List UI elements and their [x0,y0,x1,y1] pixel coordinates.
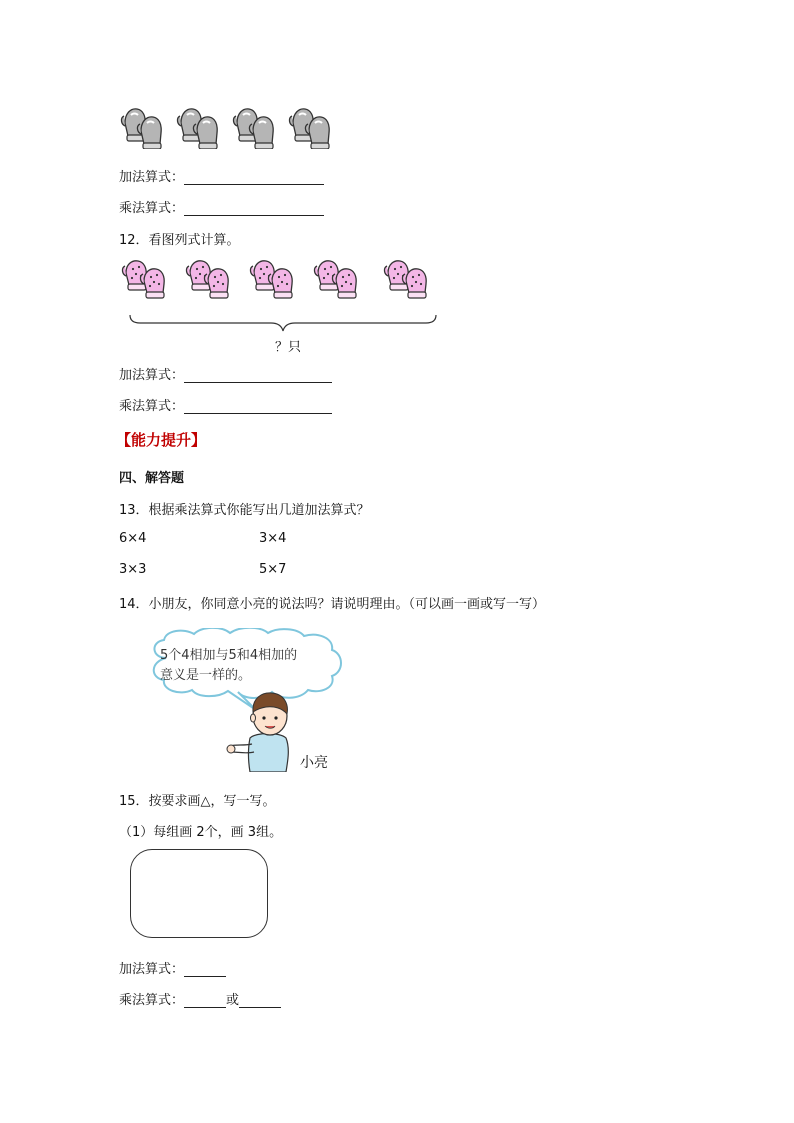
section-subheading: 四、解答题 [119,471,185,486]
q15-add-answer-blank[interactable] [184,962,226,977]
q12-mul-label: 乘法算式： [119,399,185,414]
q13-expr: 3×4 [259,531,287,546]
q11-mul-label: 乘法算式： [119,201,185,216]
q15-mul-label: 乘法算式： [119,993,185,1008]
drawing-box[interactable] [130,849,268,938]
q11-mul-answer-blank[interactable] [184,201,324,216]
q15-title: 15．按要求画△，写一写。 [119,794,276,809]
boy-name-label: 小亮 [300,755,328,771]
q15-mul-row [119,989,281,1008]
q13-expr: 6×4 [119,531,147,546]
q11-add-answer-blank[interactable] [184,170,324,185]
q15-sub1: （1）每组画 2个，画 3组。 [119,825,283,840]
q13-title: 13．根据乘法算式你能写出几道加法算式？ [119,503,370,518]
q14-title: 14．小朋友，你同意小亮的说法吗？请说明理由。（可以画一画或写一写） [119,597,546,612]
section-heading: 【能力提升】 [116,431,207,449]
q12-mul-answer-blank[interactable] [184,399,332,414]
q13-expr: 3×3 [119,562,147,577]
q13-expr: 5×7 [259,562,287,577]
q11-mul-row [119,197,324,216]
pink-gloves-image [120,255,440,301]
q12-add-answer-blank[interactable] [184,368,332,383]
q12-mul-row [119,395,332,414]
bubble-text-line1: 5个4相加与5和4相加的 [160,648,298,663]
q15-mul-answer-blank-1[interactable] [184,993,226,1008]
q15-mul-answer-blank-2[interactable] [239,993,281,1008]
q11-add-label: 加法算式： [119,170,185,185]
q11-add-row [119,166,324,185]
q12-title: 12．看图列式计算。 [119,233,240,248]
brace-label: ？只 [275,340,302,355]
or-text: 或 [226,993,240,1008]
q12-add-label: 加法算式： [119,368,185,383]
curly-brace [128,313,438,333]
q12-add-row [119,364,332,383]
q15-add-label: 加法算式： [119,962,185,977]
bubble-text-line2: 意义是一样的。 [160,668,252,683]
boy-xiaoliang-illustration [226,688,302,772]
q15-add-row [119,958,226,977]
gray-gloves-image [118,103,338,149]
